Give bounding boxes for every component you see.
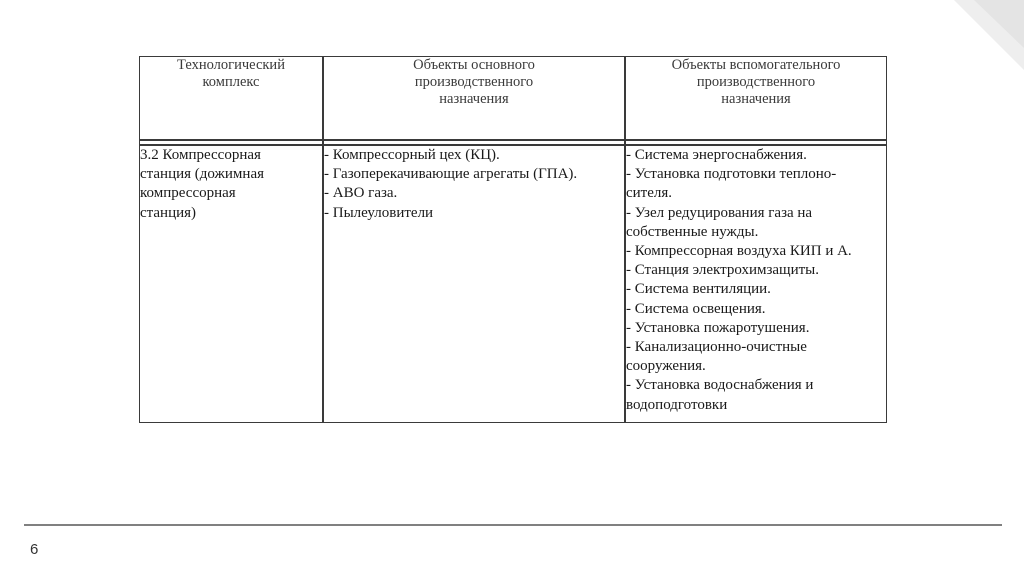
cell-main-objects <box>323 145 625 423</box>
header-main-objects: Объекты основного производственного назначения <box>323 56 625 140</box>
aux-object-item: - Узел редуцирования газа на <box>626 204 813 221</box>
aux-object-item: - Установка водоснабжения и <box>626 377 814 394</box>
cell-auxiliary-objects <box>625 145 887 423</box>
aux-object-item: - Установка подготовки теплоно- <box>626 166 837 183</box>
page-number: 6 <box>30 541 39 558</box>
document-table <box>139 56 887 423</box>
aux-object-item: сооружения. <box>626 358 706 375</box>
aux-object-item: собственные нужды. <box>626 223 759 240</box>
aux-object-item: - Система вентиляции. <box>626 281 771 298</box>
aux-object-item: - Станция электрохимзащиты. <box>626 262 820 279</box>
header-technological-complex: Технологический комплекс <box>139 56 323 140</box>
aux-object-item: - Система энергоснабжения. <box>626 147 807 163</box>
aux-object-item: - Компрессорная воздуха КИП и А. <box>626 243 852 260</box>
table-header-row <box>139 56 887 140</box>
main-object-item: - Пылеуловители <box>324 204 434 221</box>
complex-text: 3.2 Компрессорная станция (дожимная компрессорная станция) <box>140 147 265 221</box>
aux-object-item: - Канализационно-очистные <box>626 339 807 356</box>
main-object-item: - АВО газа. <box>324 185 398 202</box>
aux-object-item: - Установка пожаротушения. <box>626 319 810 336</box>
aux-object-item: - Система освещения. <box>626 300 766 317</box>
footer-divider <box>24 524 1002 526</box>
aux-object-item: водоподготовки <box>626 396 728 413</box>
table-row <box>139 145 887 423</box>
aux-object-item: сителя. <box>626 185 673 202</box>
corner-decoration <box>934 0 1024 80</box>
main-object-item: - Газоперекачивающие агрегаты (ГПА). <box>324 166 578 183</box>
cell-complex <box>139 145 323 423</box>
main-object-item: - Компрессорный цех (КЦ). <box>324 147 500 163</box>
header-auxiliary-objects: Объекты вспомогательного производственного назначения <box>625 56 887 140</box>
